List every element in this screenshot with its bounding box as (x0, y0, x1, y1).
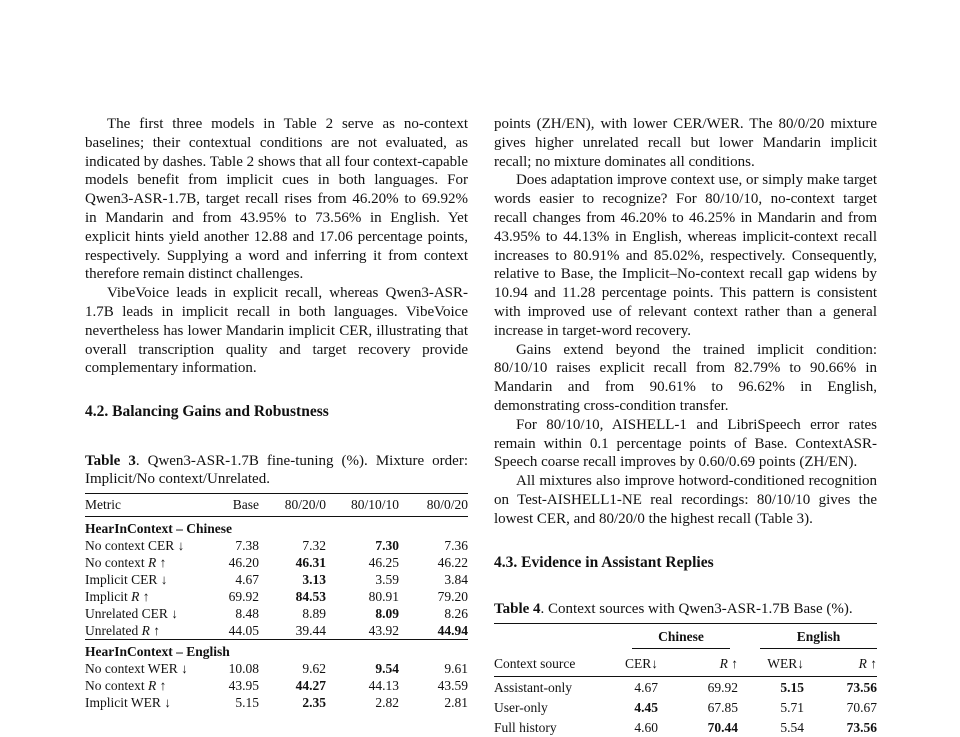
value-cell: 46.31 (295, 554, 326, 570)
value-cell: 4.45 (634, 699, 658, 715)
value-cell: 10.08 (228, 660, 259, 676)
metric-cell: Implicit CER ↓ (85, 571, 168, 587)
table3-grid (85, 493, 468, 711)
table-row (85, 605, 468, 622)
value-cell: 43.92 (368, 622, 399, 638)
value-cell: 7.36 (444, 537, 468, 553)
value-cell: 67.85 (707, 699, 738, 715)
table-row (494, 717, 877, 737)
recall-symbol: R (131, 588, 140, 604)
table4-group-label: English (760, 628, 877, 649)
table4-group-label: Chinese (632, 628, 730, 649)
metric-cell: Unrelated R ↑ (85, 622, 160, 638)
value-cell: 5.15 (235, 694, 259, 710)
table4-caption (494, 600, 877, 619)
value-cell: 73.56 (846, 719, 877, 735)
value-cell: 44.05 (228, 622, 259, 638)
value-cell: 70.44 (707, 719, 738, 735)
value-cell: 2.35 (302, 694, 326, 710)
table-row (85, 554, 468, 571)
value-cell: 7.38 (235, 537, 259, 553)
table3 (85, 452, 468, 711)
table-row (494, 676, 877, 697)
table-row (85, 694, 468, 711)
table3-header: Metric (85, 493, 195, 516)
metric-cell: No context CER ↓ (85, 537, 185, 553)
table-row (85, 588, 468, 605)
metric-cell: No context WER ↓ (85, 660, 188, 676)
table4-header: R ↑ (804, 649, 877, 677)
value-cell: 46.20 (228, 554, 259, 570)
value-cell: 46.25 (368, 554, 399, 570)
table3-group-row (85, 639, 468, 660)
value-cell: 46.22 (437, 554, 468, 570)
value-cell: 9.54 (375, 660, 399, 676)
value-cell: 73.56 (846, 679, 877, 695)
section-title: 4.2. Balancing Gains and Robustness (85, 403, 329, 421)
table4-header: WER↓ (738, 649, 804, 677)
value-cell: 5.15 (780, 679, 804, 695)
table4-caption-text: . Context sources with Qwen3-ASR-1.7B Base (%). (540, 601, 853, 618)
table3-body (85, 516, 468, 711)
table-row (85, 660, 468, 677)
recall-symbol: R (719, 655, 728, 671)
source-cell: Full history (494, 719, 557, 735)
value-cell: 7.32 (302, 537, 326, 553)
paragraph: For 80/10/10, AISHELL-1 and LibriSpeech error rates remain within 0.1 percentage points of Base. ContextASR-Speech coarse recall improves by 0.60/0.69 points (ZH/EN). (494, 416, 877, 471)
table3-label: Table 3 (85, 452, 136, 469)
table4-grid (494, 623, 877, 737)
value-cell: 69.92 (228, 588, 259, 604)
table4-group-header (606, 623, 738, 649)
value-cell: 2.81 (444, 694, 468, 710)
value-cell: 4.60 (634, 719, 658, 735)
left-column (85, 115, 468, 711)
value-cell: 44.13 (368, 677, 399, 693)
table-row (85, 537, 468, 554)
source-cell: Assistant-only (494, 679, 573, 695)
recall-symbol: R (141, 622, 150, 638)
value-cell: 3.84 (444, 571, 468, 587)
table3-group-title: HearInContext – English (85, 639, 468, 660)
value-cell: 39.44 (295, 622, 326, 638)
table-row (85, 677, 468, 694)
value-cell: 44.27 (295, 677, 326, 693)
value-cell: 8.89 (302, 605, 326, 621)
value-cell: 9.61 (444, 660, 468, 676)
metric-cell: Unrelated CER ↓ (85, 605, 178, 621)
value-cell: 5.54 (780, 719, 804, 735)
value-cell: 43.59 (437, 677, 468, 693)
value-cell: 3.59 (375, 571, 399, 587)
metric-cell: No context R ↑ (85, 677, 167, 693)
paragraph: Does adaptation improve context use, or simply make target words easier to recognize? For 80/10/10, no-context target recall changes from 46.20% to 46.25% in Mandarin and from 43.95% to 44.13% in English, whereas implicit-context recall increases to 80.91% and 85.02%, respectively. Consequently, relative to Base, the Implicit–No-context recall gap widens by 10.94 and 11.28 percentage points. This pattern is consistent with improved use of relevant context rather than a general increase in target-word recovery. (494, 172, 877, 339)
paragraph: All mixtures also improve hotword-conditioned recognition on Test-AISHELL1-NE real recordings: 80/10/10 gives the lowest CER, and 80/20/0 the highest recall (Table 3). (494, 473, 877, 527)
right-column (494, 115, 877, 737)
value-cell: 43.95 (228, 677, 259, 693)
paragraph: Gains extend beyond the trained implicit condition: 80/10/10 raises explicit recall from 82.79% to 90.66% in Mandarin and from 90.61% to 96.62% in English, demonstrating cross-condition transfer. (494, 341, 877, 414)
table3-group-row (85, 516, 468, 537)
table-row (494, 697, 877, 717)
value-cell: 70.67 (846, 699, 877, 715)
table3-header: 80/10/10 (326, 493, 399, 516)
table-row (85, 571, 468, 588)
table3-header: 80/20/0 (259, 493, 326, 516)
value-cell: 7.30 (375, 537, 399, 553)
value-cell: 8.48 (235, 605, 259, 621)
table3-header: Base (195, 493, 259, 516)
table4-body (494, 676, 877, 737)
table4-header: R ↑ (658, 649, 738, 677)
table4-header: Context source (494, 649, 606, 677)
table-row (85, 622, 468, 640)
recall-symbol: R (148, 554, 157, 570)
table4-group-header (738, 623, 877, 649)
table3-caption (85, 452, 468, 489)
value-cell: 2.82 (375, 694, 399, 710)
table3-group-title: HearInContext – Chinese (85, 520, 232, 536)
value-cell: 4.67 (634, 679, 658, 695)
value-cell: 44.94 (437, 622, 468, 638)
source-cell: User-only (494, 699, 548, 715)
paragraph: points (ZH/EN), with lower CER/WER. The 80/0/20 mixture gives higher unrelated recall but lower Mandarin implicit recall; no mixture dominates all conditions. (494, 116, 877, 170)
value-cell: 8.09 (375, 605, 399, 621)
value-cell: 3.13 (302, 571, 326, 587)
recall-symbol: R (148, 677, 157, 693)
value-cell: 9.62 (302, 660, 326, 676)
value-cell: 84.53 (295, 588, 326, 604)
table4-header: CER↓ (606, 649, 658, 677)
section-title: 4.3. Evidence in Assistant Replies (494, 553, 714, 571)
value-cell: 69.92 (707, 679, 738, 695)
recall-symbol: R (858, 655, 867, 671)
value-cell: 5.71 (780, 699, 804, 715)
table3-header: 80/0/20 (399, 493, 468, 516)
table4-label: Table 4 (494, 601, 541, 618)
value-cell: 79.20 (437, 588, 468, 604)
table3-caption-text: . Qwen3-ASR-1.7B fine-tuning (%). Mixture order: Implicit/No context/Unrelated. (85, 452, 468, 488)
paragraph: The first three models in Table 2 serve as no-context baselines; their contextual conditions are not evaluated, as indicated by dashes. Table 2 shows that all four context-capable models benefit from implicit cues in both languages. For Qwen3-ASR-1.7B, target recall rises from 46.20% to 69.92% in Mandarin and from 43.95% to 73.56% in English. Yet explicit hints yield another 12.88 and 17.06 percentage points, respectively. Supplying a word and inferring it from context therefore remain distinct challenges. (85, 116, 468, 283)
metric-cell: Implicit R ↑ (85, 588, 150, 604)
table4 (494, 600, 877, 737)
value-cell: 4.67 (235, 571, 259, 587)
paragraph: VibeVoice leads in explicit recall, whereas Qwen3-ASR-1.7B leads in implicit recall in both languages. VibeVoice nevertheless has lower Mandarin implicit CER, illustrating that overall transcription quality and target recovery provide complementary information. (85, 285, 468, 377)
table4-spacer (494, 623, 606, 649)
metric-cell: Implicit WER ↓ (85, 694, 171, 710)
value-cell: 80.91 (368, 588, 399, 604)
metric-cell: No context R ↑ (85, 554, 167, 570)
value-cell: 8.26 (444, 605, 468, 621)
